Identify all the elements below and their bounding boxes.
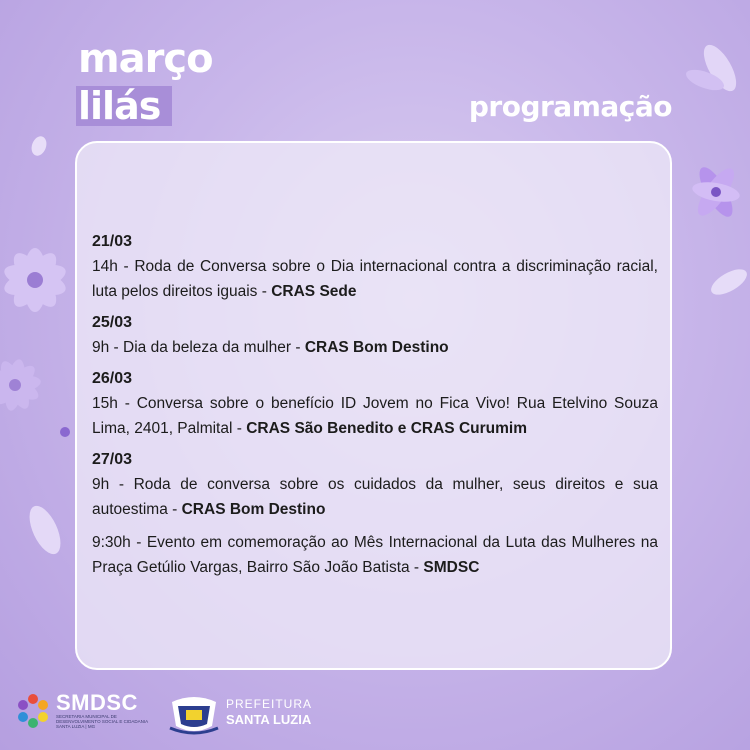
- city-crest-icon: [168, 692, 220, 736]
- schedule-list: [92, 229, 658, 586]
- schedule-day: [92, 229, 658, 304]
- event-item: [92, 530, 658, 580]
- event-venue: SMDSC: [423, 559, 480, 576]
- event-date: 26/03: [92, 370, 133, 387]
- smdsc-logo-subtext: SECRETARIA MUNICIPAL DE DESENVOLVIMENTO SOCIAL E CIDADANIA SANTA LUZIA | MG: [56, 714, 148, 729]
- smdsc-logo-icon: [14, 692, 52, 730]
- smdsc-logo-text: SMDSC: [56, 690, 138, 715]
- schedule-day: [92, 310, 658, 360]
- event-text: 9:30h - Evento em comemoração ao Mês Internacional da Luta das Mulheres na Praça Getúlio Vargas, Bairro São João Batista -: [92, 534, 658, 576]
- schedule-day: [92, 447, 658, 580]
- event-text: 15h - Conversa sobre o benefício ID Jovem no Fica Vivo! Rua Etelvino Souza Lima, 2401, Palmital -: [92, 395, 658, 437]
- flower-decoration: [58, 425, 72, 439]
- flower-decoration: [676, 150, 750, 230]
- event-item: [92, 391, 658, 441]
- title-line-1: março: [78, 36, 213, 82]
- flower-decoration: [0, 340, 60, 430]
- event-date: 21/03: [92, 233, 133, 250]
- event-date: 25/03: [92, 314, 133, 331]
- prefeitura-label: PREFEITURA: [226, 697, 313, 711]
- event-text: 14h - Roda de Conversa sobre o Dia internacional contra a discriminação racial, luta pelos direitos iguais -: [92, 258, 658, 300]
- flower-decoration: [705, 262, 750, 302]
- event-date: 27/03: [92, 451, 133, 468]
- subtitle: programação: [468, 90, 672, 123]
- event-text: 9h - Roda de conversa sobre os cuidados da mulher, seus direitos e sua autoestima -: [92, 476, 658, 518]
- flower-decoration: [675, 40, 750, 110]
- event-venue: CRAS São Benedito e CRAS Curumim: [246, 420, 527, 437]
- schedule-day: [92, 366, 658, 441]
- event-item: [92, 472, 658, 522]
- flower-decoration: [20, 500, 70, 560]
- event-venue: CRAS Sede: [271, 283, 357, 300]
- prefeitura-city-name: SANTA LUZIA: [226, 712, 312, 727]
- event-item: [92, 335, 658, 360]
- event-item: [92, 254, 658, 304]
- event-venue: CRAS Bom Destino: [181, 501, 326, 518]
- event-text: 9h - Dia da beleza da mulher -: [92, 339, 305, 356]
- title-line-2: lilás: [78, 84, 161, 128]
- event-venue: CRAS Bom Destino: [304, 339, 449, 356]
- flower-decoration: [28, 135, 50, 157]
